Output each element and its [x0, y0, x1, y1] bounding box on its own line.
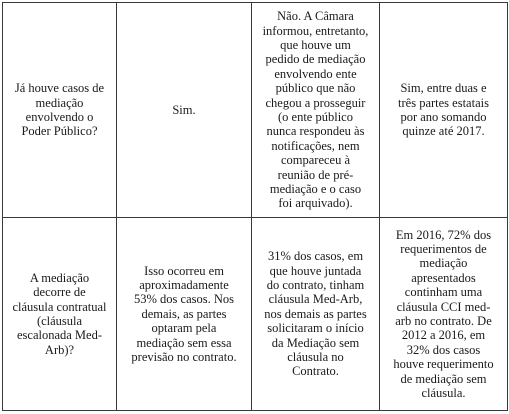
table-row	[3, 218, 508, 411]
cell-text: A mediação decorre de cláusula contratual (cláusula escalonada Med- Arb)?	[12, 270, 107, 357]
answer-cell	[117, 3, 252, 218]
question-cell	[3, 3, 117, 218]
cell-text: Isso ocorreu em aproximadamente 53% dos casos. Nos demais, as partes optaram pela mediação sem essa previsão no contrato.	[131, 263, 237, 365]
cell-text: Não. A Câmara informou, entretanto, que houve um pedido de mediação envolvendo ente público que não chegou a prosseguir (o ente público nunca respondeu às notificações, nem compareceu à reunião de pré- mediação e o caso foi arquivado).	[262, 9, 369, 211]
answer-cell	[380, 218, 508, 411]
answer-cell	[252, 218, 380, 411]
table-row	[3, 3, 508, 218]
answer-cell	[252, 3, 380, 218]
cell-text: Já houve casos de mediação envolvendo o Poder Público?	[14, 81, 105, 139]
cell-text: Sim, entre duas e três partes estatais por ano somando quinze até 2017.	[398, 81, 489, 139]
cell-text: Sim.	[172, 102, 196, 117]
question-cell	[3, 218, 117, 411]
answer-cell	[117, 218, 252, 411]
answer-cell	[380, 3, 508, 218]
comparison-table	[2, 2, 508, 411]
cell-text: 31% dos casos, em que houve juntada do contrato, tinham cláusula Med-Arb, nos demais as partes solicitaram o início da Mediação sem cláusula no Contrato.	[264, 249, 367, 379]
cell-text: Em 2016, 72% dos requerimentos de mediação apresentados continham uma cláusula CCI med- arb no contrato. De 2012 a 2016, em 32% dos casos houve requerimento de mediação sem cláusula.	[393, 227, 494, 401]
